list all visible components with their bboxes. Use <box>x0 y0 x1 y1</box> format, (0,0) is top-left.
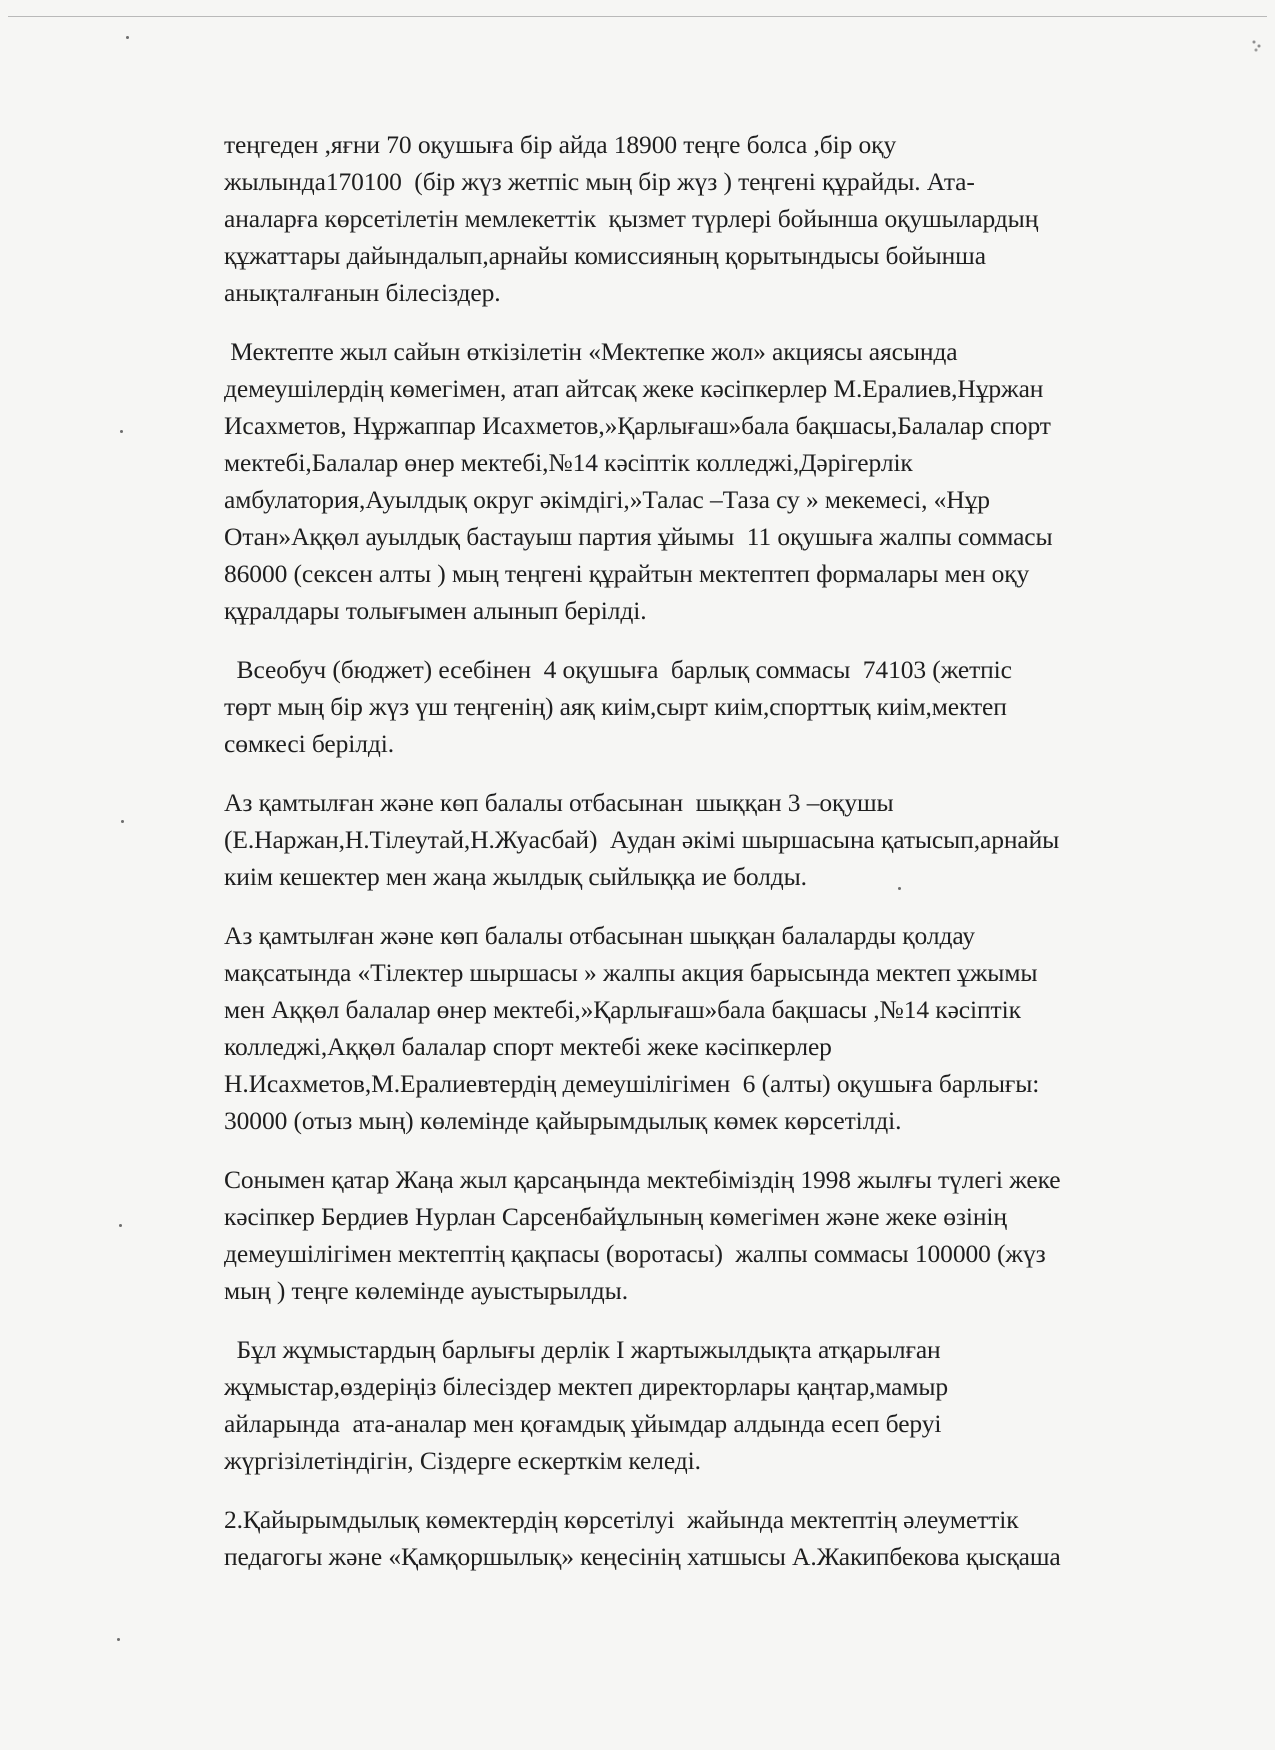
text-line: Бұл жұмыстардың барлығы дерлік І жартыжылдықта атқарылған <box>224 1335 941 1364</box>
scan-speck <box>117 1638 120 1641</box>
text-line: демеушілердің көмегімен, атап айтсақ жеке кәсіпкерлер М.Ералиев,Нұржан <box>224 374 1044 403</box>
text-line: демеушілігімен мектептің қақпасы (воротасы) жалпы соммасы 100000 (жүз <box>224 1239 1046 1268</box>
text-line: мен Аққөл балалар өнер мектебі,»Қарлығаш»бала бақшасы ,№14 кәсіптік <box>224 995 1021 1024</box>
text-line: жұмыстар,өздеріңіз білесіздер мектеп директорлары қаңтар,мамыр <box>224 1372 949 1401</box>
paragraph-gap <box>224 629 1204 651</box>
text-line: Отан»Аққөл ауылдық бастауыш партия ұйымы 11 оқушыға жалпы соммасы <box>224 522 1053 551</box>
paragraph-5 <box>224 917 1204 1139</box>
text-line: Аз қамтылған және көп балалы отбасынан шыққан 3 –оқушы <box>224 788 894 817</box>
text-line: сөмкесі берілді. <box>224 729 395 758</box>
text-line: педагогы және «Қамқоршылық» кеңесінің хатшысы А.Жакипбекова қысқаша <box>224 1542 1061 1571</box>
paragraph-gap <box>224 762 1204 784</box>
text-line: теңгеден ,яғни 70 оқушыға бір айда 18900 теңге болса ,бір оқу <box>224 130 897 159</box>
text-line: кәсіпкер Бердиев Нурлан Сарсенбайұлының көмегімен және жеке өзінің <box>224 1202 1007 1231</box>
text-line: айларында ата-аналар мен қоғамдық ұйымдар алдында есеп беруі <box>224 1409 942 1438</box>
text-line: колледжі,Аққөл балалар спорт мектебі жеке кәсіпкерлер <box>224 1032 832 1061</box>
text-line: анықталғанын білесіздер. <box>224 278 501 307</box>
paragraph-1 <box>224 126 1204 311</box>
document-body <box>224 126 1204 1575</box>
text-line: төрт мың бір жүз үш теңгенің) аяқ киім,сырт киім,спорттық киім,мектеп <box>224 692 1007 721</box>
text-line: киім кешектер мен жаңа жылдық сыйлыққа ие болды. <box>224 862 807 891</box>
paragraph-gap <box>224 895 1204 917</box>
paragraph-gap <box>224 1139 1204 1161</box>
paragraph-3 <box>224 651 1204 762</box>
text-line: Аз қамтылған және көп балалы отбасынан шыққан балаларды қолдау <box>224 921 975 950</box>
paragraph-6 <box>224 1161 1204 1309</box>
text-line: мектебі,Балалар өнер мектебі,№14 кәсіптік колледжі,Дәрігерлік <box>224 448 913 477</box>
text-line: Исахметов, Нұржаппар Исахметов,»Қарлығаш»бала бақшасы,Балалар спорт <box>224 411 1051 440</box>
text-line: Н.Исахметов,М.Ералиевтердің демеушілігімен 6 (алты) оқушыға барлығы: <box>224 1069 1040 1098</box>
text-line: амбулатория,Ауылдық округ әкімдігі,»Талас –Таза су » мекемесі, «Нұр <box>224 485 990 514</box>
paragraph-8 <box>224 1501 1204 1575</box>
text-line: Сонымен қатар Жаңа жыл қарсаңында мектебіміздің 1998 жылғы түлегі жеке <box>224 1165 1061 1194</box>
scan-speck <box>120 430 123 433</box>
text-line: 86000 (сексен алты ) мың теңгені құрайтын мектептеп формалары мен оқу <box>224 559 1030 588</box>
scan-speck <box>119 1224 122 1227</box>
paragraph-2 <box>224 333 1204 629</box>
text-line: 30000 (отыз мың) көлемінде қайырымдылық көмек көрсетілді. <box>224 1106 902 1135</box>
text-line: жүргізілетіндігін, Сіздерге ескерткім келеді. <box>224 1446 701 1475</box>
scan-speck <box>126 36 129 39</box>
text-line: құралдары толығымен алынып берілді. <box>224 596 647 625</box>
scan-corner-mark <box>1251 38 1263 52</box>
text-line: жылында170100 (бір жүз жетпіс мың бір жүз ) теңгені құрайды. Ата- <box>224 167 975 196</box>
paragraph-7 <box>224 1331 1204 1479</box>
paragraph-gap <box>224 1479 1204 1501</box>
text-line: Всеобуч (бюджет) есебінен 4 оқушыға барлық соммасы 74103 (жетпіс <box>224 655 1012 684</box>
text-line: мақсатында «Тілектер шыршасы » жалпы акция барысында мектеп ұжымы <box>224 958 1038 987</box>
text-line: 2.Қайырымдылық көмектердің көрсетілуі жайында мектептің әлеуметтік <box>224 1505 1019 1534</box>
text-line: Мектепте жыл сайын өткізілетін «Мектепке жол» акциясы аясында <box>224 337 958 366</box>
scan-speck <box>121 820 124 823</box>
page-top-edge-line <box>8 16 1267 17</box>
text-line: құжаттары дайындалып,арнайы комиссияның қорытындысы бойынша <box>224 241 986 270</box>
text-line: (Е.Наржан,Н.Тілеутай,Н.Жуасбай) Аудан әкімі шыршасына қатысып,арнайы <box>224 825 1060 854</box>
paragraph-gap <box>224 1309 1204 1331</box>
paragraph-4 <box>224 784 1204 895</box>
text-line: мың ) теңге көлемінде ауыстырылды. <box>224 1276 628 1305</box>
text-line: аналарға көрсетілетін мемлекеттік қызмет түрлері бойынша оқушылардың <box>224 204 1039 233</box>
paragraph-gap <box>224 311 1204 333</box>
